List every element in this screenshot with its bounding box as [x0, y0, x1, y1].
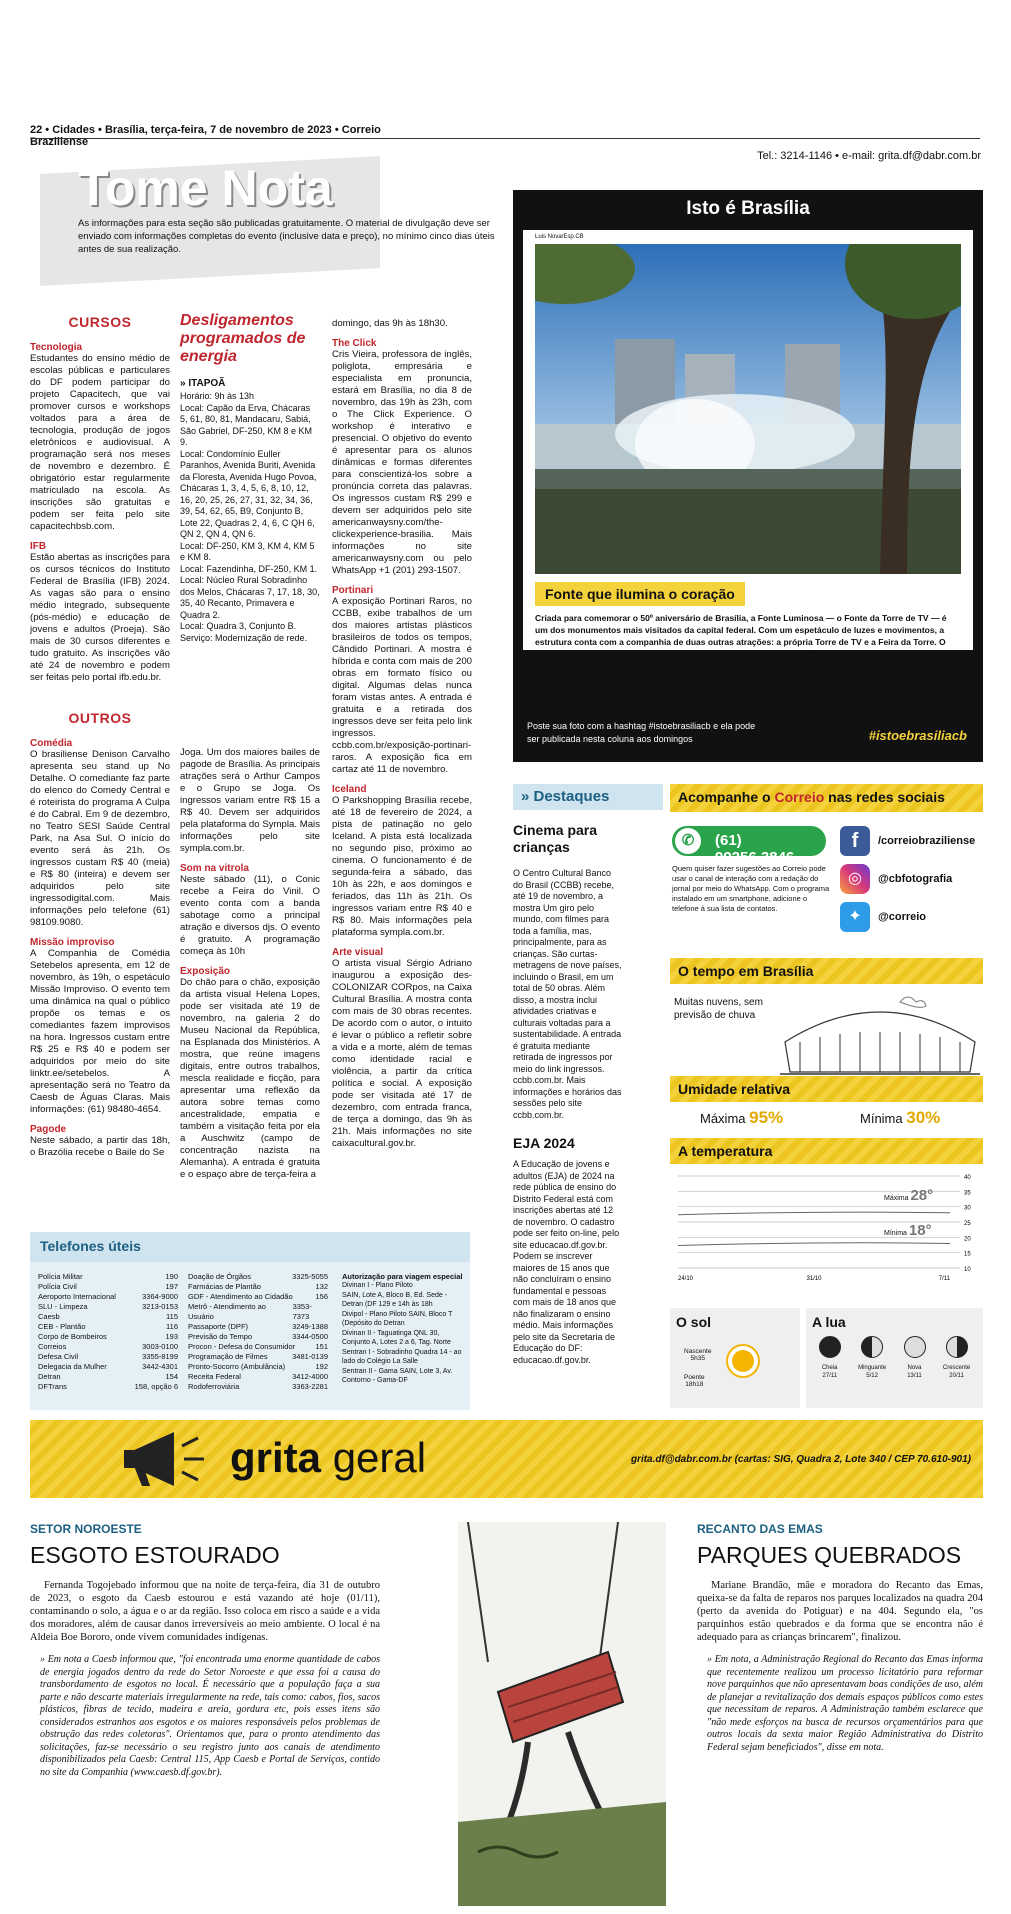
temperature-heading: A temperatura [670, 1138, 983, 1164]
column-2-lower [180, 747, 320, 1181]
temp-min-label [884, 1222, 932, 1239]
article [180, 747, 320, 855]
moon-phase [904, 1336, 926, 1380]
destaque-text: O Centro Cultural Banco do Brasil (CCBB) recebe, até 19 de novembro, a mostra Um giro pelo mundo, com filmes para toda a família, mas, principalmente, para as crianças. São curtas-metragens de nove países, incluindo o Brasil, em um total de 50 obras. Além disso, a mostra inclui atividades criativas e culturais voltadas para a sustentabilidade. A entrada é gratuita mediante retirada de ingressos por meio do link ingressos. ccbb.com.br. Mais informações e horários das sessões pelo site ccbb.com.br. [513, 868, 622, 1120]
fountain-photo [535, 244, 961, 574]
y-tick-label: 10 [964, 1267, 971, 1273]
logo-word-1: grita [230, 1434, 322, 1481]
moon-phase [943, 1336, 970, 1380]
phone-row [38, 1312, 178, 1322]
grita-contact: grita.df@dabr.com.br (cartas: SIG, Quadra 2, Lote 340 / CEP 70.610-901) [630, 1454, 971, 1465]
moon-icon [819, 1336, 841, 1358]
phone-number: 3355-8199 [142, 1352, 178, 1361]
phone-number: 3481-0139 [292, 1352, 328, 1361]
heading-suffix: nas redes sociais [828, 789, 945, 805]
moon-heading: A lua [812, 1314, 846, 1330]
cursos-heading: CURSOS [68, 314, 132, 330]
moon-label: Nova [907, 1365, 922, 1371]
x-tick-label: 7/11 [938, 1276, 950, 1282]
phone-label: Rodoferroviária [188, 1382, 240, 1391]
outros-heading: OUTROS [68, 710, 132, 726]
phone-label: Correios [38, 1342, 67, 1351]
phone-label: CEB - Plantão [38, 1322, 86, 1331]
article-title: Iceland [332, 784, 367, 795]
letter-body: Fernanda Togojebado informou que na noite de terça-feira, dia 31 de outubro de 2023, o esgoto da Caesb estourou e está vazando até hoje (01/11), contaminando o solo, a água e o ar da região. Isso coloca em risco a saúde e a vida dos moradores, além de causar danos irreversíveis ao meio ambiente. O local é na Aldeia Boe Bororo, onde vivem comunidades indígenas. [30, 1580, 380, 1643]
y-tick-label: 20 [964, 1236, 971, 1243]
max-value: 95% [749, 1108, 784, 1127]
y-tick-label: 15 [964, 1251, 971, 1258]
moon-date: 27/11 [822, 1373, 837, 1379]
phone-row [38, 1342, 178, 1352]
social-heading [670, 784, 983, 812]
phone-row [38, 1292, 178, 1302]
max-temp-line [678, 1212, 950, 1215]
article-text: O Parkshopping Brasília recebe, até 18 de fevereiro de 2024, a pista de patinação no gelo Iceland. A pista está localizada no segundo piso, próximo ao cinema. O funcionamento é de segunda-feira a sábado, das 10h às 22h, e aos domingos e feriados, das 11h às 21h. Os ingressos variam entre R$ 40 e R$ 80. Mais informações pela plataforma sympla.com.br. [332, 795, 472, 938]
phone-row [38, 1332, 178, 1342]
phone-label: GDF - Atendimento ao Cidadão [188, 1292, 293, 1301]
phone-label: Metrô - Atendimento ao Usuário [188, 1302, 266, 1321]
phone-number: 116 [166, 1322, 178, 1331]
phone-label: SLU - Limpeza [38, 1302, 88, 1311]
letter-reply: » Em nota, a Administração Regional do Recanto das Emas informa que recentemente realizou um processo licitatório para reformar nove parquinhos que não apresentavam boas condições de uso, além de planejar a revitalização dos demais espaços públicos como estes que necessitam de reparos. A Administração também esclarece que "não mede esforços na busca de recursos orçamentários para que outros locais da sexta maior Região Administrativa do Distrito Federal sejam beneficiados", disse em nota. [707, 1654, 983, 1753]
item-title: IFB [30, 541, 47, 552]
cursos-item [30, 342, 170, 533]
phone-label: Caesb [38, 1312, 60, 1321]
x-tick-label: 31/10 [806, 1276, 822, 1282]
item-text: Neste sábado, a partir das 18h, o Brazólia recebe o Baile do Se [30, 1135, 170, 1158]
phone-label: DFTrans [38, 1382, 67, 1391]
twitter-link[interactable] [840, 902, 926, 932]
desligamentos-title: Desligamentos programados de energia [180, 312, 306, 365]
phone-label: Pronto-Socorro (Ambulância) [188, 1362, 286, 1371]
moon-label: Crescente [942, 1365, 971, 1371]
letter-region: RECANTO DAS EMAS [697, 1522, 823, 1536]
article-title: Arte visual [332, 947, 384, 958]
hashtag-note: Poste sua foto com a hashtag #istoebrasiliacb e ela pode ser publicada nesta coluna aos domingos [527, 721, 756, 744]
phone-row [188, 1342, 328, 1352]
article-text: Neste sábado (11), o Conic recebe a Feira do Vinil. O evento conta com a banda sabotage como a principal atração e diversos djs. O evento é gratuito. A programação começa às 10h [180, 874, 320, 957]
max-label: Máxima [700, 1111, 746, 1126]
moon-phases [806, 1336, 983, 1380]
phone-number: 151 [315, 1342, 328, 1351]
telefones-heading: Telefones úteis [30, 1232, 470, 1262]
outros-item [30, 738, 170, 929]
social-box [670, 784, 983, 925]
phone-row [188, 1322, 328, 1332]
phone-number: 158, opção 6 [134, 1382, 178, 1391]
telefones-col-2 [188, 1272, 328, 1392]
phone-number: 156 [315, 1292, 328, 1301]
outros-item [30, 937, 170, 1116]
tome-nota-banner [30, 155, 500, 277]
article-text: O artista visual Sérgio Adriano inaugurou a exposição des-COLONIZAR CORpos, na Caixa Cultural Brasília. A mostra conta com mais de 30 obras recentes. De acordo com o autor, o intuito é levar o público a refletir sobre a vida e a morte, além de temas como identidade racial e violência, a partir da crítica política e social. A exposição pode ser visitada até 17 de dezembro, com entrada franca, de terça a domingo, das 9h às 21h. Mais informações no site caixacultural.gov.br. [332, 958, 472, 1149]
moon-phase [819, 1336, 841, 1380]
phone-number: 3249-1388 [292, 1322, 328, 1331]
phone-row [188, 1352, 328, 1362]
phone-label: Corpo de Bombeiros [38, 1332, 107, 1341]
phone-row [188, 1302, 328, 1322]
phone-row [38, 1302, 178, 1312]
phone-row [188, 1362, 328, 1372]
phone-number: 3213-0153 [142, 1302, 178, 1311]
article [332, 338, 472, 577]
phone-number: 193 [165, 1332, 178, 1341]
moon-icon [861, 1336, 883, 1358]
heading-prefix: Acompanhe o [678, 789, 771, 805]
hashtag: #istoebrasiliacb [868, 728, 967, 743]
facebook-handle: /correiobraziliense [878, 835, 976, 847]
phone-label: Defesa Civil [38, 1352, 79, 1361]
article [180, 863, 320, 958]
sunrise-time: 5h35 [690, 1355, 705, 1362]
isto-title: Isto é Brasília [686, 198, 810, 219]
min-value: 30% [906, 1108, 941, 1127]
moon-icon [946, 1336, 968, 1358]
grita-logo [230, 1434, 426, 1482]
phone-row [188, 1372, 328, 1382]
moon-label: Cheia [821, 1365, 838, 1371]
y-tick-label: 30 [964, 1205, 971, 1212]
heading-brand: Correio [774, 789, 825, 805]
phone-label: Procon - Defesa do Consumidor [188, 1342, 296, 1351]
desligamentos-region: » ITAPOÃ [180, 378, 226, 389]
megaphone-icon [120, 1426, 210, 1492]
caption-text: Criada para comemorar o 50º aniversário de Brasília, a Fonte Luminosa — o Fonte da Torre de TV — é um dos monumentos mais visitados da capital federal. Com um espetáculo de luzes e movimentos, a estrutura conta com a companhia de duas outras atrações: a própria Torre de TV e a Feira da Torre. O local ainda é palco de espetáculos artísticos, locais propícios para boas fotos e para encontros apaixonados entre casais e famílias que se divertem seja durante o dia ou a noite, quando o show fica ainda mais bonito. [535, 613, 948, 683]
destaque-title: EJA 2024 [513, 1135, 575, 1151]
phone-number: 154 [165, 1372, 178, 1381]
article [332, 784, 472, 939]
letter-2 [697, 1522, 983, 1754]
grita-geral-banner [30, 1420, 983, 1498]
destaques [513, 784, 663, 1366]
phone-number: 3363-2281 [292, 1382, 328, 1391]
temp-max-caption: Máxima [884, 1195, 909, 1202]
item-title: Tecnologia [30, 342, 83, 353]
twitter-icon: ✦ [840, 902, 870, 932]
desligamentos-text: Horário: 9h às 13h Local: Capão da Erva, Chácaras 5, 61, 80, 81, Mandacaru, Sabiá, São Gabriel, DF-250, KM 8 e KM 9. Local: Condomínio Euller Paranhos, Avenida Buriti, Avenida da Floresta, Avenida Hugo Povoa, Chácaras 1, 3, 4, 5, 6, 8, 10, 12, 16, 20, 25, 26, 27, 31, 32, 34, 36, 39, 54, 62, 65, B9, Conjunto B, Lote 22, Quadras 2, 4, 6, C QH 6, QN 2, QN 4, QN 6. Local: DF-250, KM 3, KM 4, KM 5 e KM 8. Local: Fazendinha, DF-250, KM 1. Local: Núcleo Rural Sobradinho dos Melos, Chácaras 7, 17, 18, 30, 35, 40 Recanto, Primavera e Quadra 2. Local: Quadra 3, Conjunto B. Serviço: Modernização de rede. [180, 391, 320, 643]
phone-label: Polícia Civil [38, 1282, 77, 1291]
article-title: Portinari [332, 585, 374, 596]
temp-max-value: 28° [910, 1187, 934, 1204]
facebook-link[interactable] [840, 826, 975, 856]
phone-number: 3344-0500 [292, 1332, 328, 1341]
temp-min-value: 18° [908, 1222, 932, 1239]
page-header [30, 124, 410, 148]
sun-heading: O sol [676, 1314, 712, 1330]
letter-1 [30, 1522, 380, 1779]
phone-row [38, 1272, 178, 1282]
sunrise-label: Nascente [684, 1348, 712, 1355]
letter-region: SETOR NOROESTE [30, 1522, 142, 1536]
logo-word-2: geral [332, 1434, 427, 1481]
phone-number: 192 [315, 1362, 328, 1371]
y-tick-label: 25 [964, 1221, 971, 1227]
humidity-min [860, 1108, 940, 1128]
weather-box [670, 958, 983, 1388]
y-tick-label: 35 [964, 1190, 971, 1197]
article-title: The Click [332, 338, 377, 349]
caption-title: Fonte que ilumina o coração [535, 582, 745, 606]
sunrise [684, 1348, 711, 1362]
phone-row [188, 1382, 328, 1392]
twitter-handle: @correio [878, 911, 927, 923]
phone-label: Doação de Órgãos [188, 1272, 251, 1281]
moon-date: 5/12 [866, 1373, 878, 1379]
building-drawing [780, 992, 980, 1082]
sunset-time: 18h18 [685, 1381, 704, 1388]
min-label: Mínima [860, 1111, 903, 1126]
instagram-handle: @cbfotografia [878, 873, 953, 885]
forecast: Muitas nuvens, sem previsão de chuva [674, 997, 763, 1021]
letter-reply: » Em nota a Caesb informou que, "foi encontrada uma enorme quantidade de cabos de energia jogados dentro da rede do Setor Noroeste e que essa foi a causa do transbordamento de esgotos no local. É necessário que a população faça a sua parte e não descarte materiais irregularmente na rede, tais como: cabos, fios, sacos plásticos, fibras de tecido, madeira e areia, gordura etc, pois esses itens são considerados estranhos aos esgotos e os maiores responsáveis pelos problemas de obstrução das redes coletoras". Orientamos que, para o pronto atendimento das solicitações, faz-se necessário o seu registro junto aos canais de atendimento disponibilizados pela Caesb: Central 115, App Caesb e Portal de Serviços, contido no site da Companhia (www.caesb.df.gov.br). [40, 1654, 380, 1778]
moon-phase [858, 1336, 886, 1380]
telefones-col-3 [342, 1272, 464, 1386]
phone-label: Detran [38, 1372, 61, 1381]
phone-label: Receita Federal [188, 1372, 241, 1381]
article-title: Exposição [180, 966, 231, 977]
phone-label: Polícia Militar [38, 1272, 83, 1281]
destaque-text: A Educação de jovens e adultos (EJA) de 2024 na rede pública de ensino do Distrito Federal está com inscrições abertas até 12 de novembro. O cadastro pode ser feito on-line, pelo site educacao.df.gov.br. Podem se inscrever maiores de 15 anos que não concluíram o ensino fundamental e pessoas com mais de 18 anos que não finalizaram o ensino médio. Mais informações pelo site da Secretaria de Educação do DF: educacao.df.gov.br. [513, 1159, 620, 1365]
phone-row [188, 1292, 328, 1302]
x-tick-label: 24/10 [678, 1276, 694, 1282]
article [332, 947, 472, 1150]
humidity-max [700, 1108, 783, 1128]
phone-row [188, 1282, 328, 1292]
phone-row [38, 1322, 178, 1332]
phone-label: Passaporte (DPF) [188, 1322, 249, 1331]
y-tick-label: 40 [964, 1175, 971, 1181]
item-text: Estão abertas as inscrições para os cursos técnicos do Instituto Federal de Brasília (IFB) 2024. As vagas são para o ensino médio integrado, subsequente (pós-médio) e educação de jovens e adultos (Proeja). São mais de 30 cursos diferentes e tudo gratuito. As inscrições vão até 24 de novembro e podem ser feitas pelo portal ifb.edu.br. [30, 552, 170, 683]
header-contact: Tel.: 3214-1146 • e-mail: grita.df@dabr.com.br [757, 150, 981, 162]
photo-frame [523, 230, 973, 683]
weather-heading: O tempo em Brasília [670, 958, 983, 984]
column-3 [332, 318, 472, 1150]
moon-label: Minguante [858, 1365, 887, 1371]
article-text: domingo, das 9h às 18h30. [332, 318, 448, 329]
phone-number: 3412-4000 [292, 1372, 328, 1381]
swing-illustration [458, 1522, 666, 1906]
item-title: Missão improviso [30, 937, 115, 948]
telefones-col-1 [38, 1272, 178, 1392]
phone-row [188, 1332, 328, 1342]
whatsapp-pill[interactable] [672, 826, 826, 866]
phone-number: 3325-5055 [292, 1272, 328, 1281]
travel-heading: Autorização para viagem especial [342, 1272, 463, 1281]
phone-row [38, 1352, 178, 1362]
outros-item [30, 1124, 170, 1159]
sunset-label: Poente [684, 1374, 705, 1381]
header-rule [30, 138, 980, 139]
phone-number: 3364-9000 [142, 1292, 178, 1301]
letter-title: ESGOTO ESTOURADO [30, 1542, 280, 1568]
phone-number: 3003-0100 [142, 1342, 178, 1351]
phone-number: 3353-7373 [292, 1302, 312, 1321]
facebook-icon: f [840, 826, 870, 856]
letter-body: Mariane Brandão, mãe e moradora do Recanto das Emas, queixa-se da falta de reparos nos parques localizados na quadra 204 (perto da avenida do Potiguar) e na 404. Segundo ela, "os parquinhos estão quebrados e da forma que se encontra não é adequado para as crianças brincarem", finalizou. [697, 1580, 983, 1643]
min-temp-line [678, 1243, 950, 1246]
article [180, 966, 320, 1181]
phone-row [38, 1372, 178, 1382]
moon-date: 13/11 [907, 1373, 922, 1379]
phone-number: 190 [165, 1272, 178, 1281]
page-line: 22 • Cidades • Brasília, terça-feira, 7 de novembro de 2023 • Correio Braziliense [30, 124, 381, 148]
phone-row [38, 1362, 178, 1372]
phone-number: 115 [166, 1312, 178, 1321]
sun-box [670, 1308, 800, 1408]
phone-row [38, 1382, 178, 1392]
cursos-item [30, 541, 170, 684]
article-text: Joga. Um dos maiores bailes de pagode de Brasília. As principais atrações será o Arthur Campos e o Grupo se Joga. Os ingressos variam entre R$ 15 a R$ 40. Devem ser adquiridos pela plataforma do Sympla. Mais informações pelo site sympla.com.br. [180, 747, 320, 854]
isto-e-brasilia [513, 190, 983, 762]
item-title: Pagode [30, 1124, 67, 1135]
instagram-icon: ◎ [840, 864, 870, 894]
humidity-heading: Umidade relativa [670, 1076, 983, 1102]
phone-label: Previsão do Tempo [188, 1332, 253, 1341]
article-text: Cris Vieira, professora de inglês, poliglota, empresária e especialista em pronuncia, estará em Brasília, no dia 8 de novembro, das 19h às 23h, com o The Click Experience. O workshop é interativo e presencial. O objetivo do evento é apresentar para os alunos dinâmicas e formas diferentes para conscientizá-los sobre a pronúncia correta das palavras. Os ingressos custam R$ 299 e devem ser adquiridos pelo site americanwaysny.com/the-clickexperience-brasilia. Mais informações no site americanwaysny.com ou pelo WhatsApp +1 (201) 293-1507. [332, 349, 472, 576]
column-1 [30, 314, 170, 1159]
article-title: Som na vitrola [180, 863, 249, 874]
phone-label: Farmácias de Plantão [188, 1282, 261, 1291]
whatsapp-text: Quem quiser fazer sugestões ao Correio pode usar o canal de interação com a redação do jornal por meio do WhatsApp. Com o programa instalado em um smartphone, adicione o telefone à sua lista de contatos. [672, 864, 830, 913]
telefones-box [30, 1232, 470, 1410]
sun-icon [732, 1350, 754, 1372]
tome-nota-title: Tome Nota [78, 160, 333, 216]
phone-number: 3442-4301 [142, 1362, 178, 1371]
moon-icon [904, 1336, 926, 1358]
phone-number: 197 [165, 1282, 178, 1291]
tome-nota-intro: As informações para esta seção são publicadas gratuitamente. O material de divulgação deve ser enviado com informações completas do evento (inclusive data e preço), no mínimo cinco dias úteis antes de sua realização. [78, 218, 495, 255]
phone-label: Aeroporto Internacional [38, 1292, 116, 1301]
letter-title: PARQUES QUEBRADOS [697, 1542, 962, 1568]
phone-row [188, 1272, 328, 1282]
moon-box [806, 1308, 983, 1408]
item-text: Estudantes do ensino médio de escolas públicas e particulares do DF podem participar do projeto Capacitech, que vai promover cursos e workshops voltados para a área de tecnologia, produção de jogos eletrônicos e audiovisual. A programação será nos meses de novembro e dezembro. É obrigatório estar regularmente matriculado na escola. As inscrições são gratuitas e podem ser feita pelo site capacitechbsb.com. [30, 353, 170, 532]
destaque-title: Cinema para crianças [513, 822, 598, 855]
phone-row [38, 1282, 178, 1292]
article-text: Do chão para o chão, exposição da artista visual Helena Lopes, pode ser visitada até 19 de novembro, na galeria 2 do Museu Nacional da República, na Esplanada dos Ministérios. A mostra, que reúne imagens digitais, entre outros trabalhos, mescla realidade e ficção, para apresentar uma reflexão da autora sobre temas como ancestralidade, empatia e também a visitação feita por ela a Auschwitz (campo de concentração nazista na Alemanha). A entrada é gratuita e o espaço abre de terça-feira a [180, 977, 320, 1180]
moon-date: 20/11 [949, 1373, 964, 1379]
sunset [684, 1374, 705, 1388]
photo-credit: Luis Nova/Esp.CB [535, 234, 584, 240]
temp-min-caption: Mínima [884, 1230, 907, 1237]
travel-text: Divinan I - Plano Piloto SAIN, Lote A, Bloco B, Ed. Sede - Detran (DF 129 e 14h às 18h Divipol - Plano Piloto SAIN, Bloco T (Depósito do Detran Divinan II - Taguatinga QNL 30, Conjunto A, Lotes 2 a 6, Tag. Norte Sentran I - Sobradinho Quadra 14 - ao lado do Colégio La Salle Sentran II - Gama SAIN, Lote 3, Av. Contorno - Gama-DF [342, 1282, 462, 1384]
whatsapp-icon: ✆ [675, 828, 701, 854]
temperature-chart [670, 1168, 983, 1283]
article-text: A exposição Portinari Raros, no CCBB, exibe trabalhos de um dos maiores artistas plásticos brasileiros de todos os tempos, Cândido Portinari. A mostra é híbrida e conta com mais de 200 obras em formato físico ou digital. Algumas delas nunca foram vistas antes. A entrada é gratuita e a retirada dos ingressos deve ser feita pelo link ingressos. ccbb.com.br/exposição-portinari-raros. A exposição fica em cartaz até 11 de novembro. [332, 596, 472, 775]
phone-label: Delegacia da Mulher [38, 1362, 107, 1371]
destaques-heading: » Destaques [513, 784, 663, 810]
phone-label: Programação de Filmes [188, 1352, 268, 1361]
item-text: A Companhia de Comédia Setebelos apresenta, em 12 de novembro, às 19h, o espetáculo Missão Improviso. O evento tem uma dinâmica na qual o público propõe os temas e os comediantes fazem improvisos na hora. Ingressos custam entre R$ 25 e R$ 40 e podem ser adquiridos por meio do site linktr.ee/setebelos. A apresentação será no Teatro da Caesb de Águas Claras. Mais informações: (61) 98480-4654. [30, 948, 170, 1115]
item-title: Comédia [30, 738, 73, 749]
temp-max-label [884, 1187, 933, 1204]
whatsapp-number: (61) 99256.3846 [715, 832, 795, 866]
column-2 [180, 312, 320, 644]
phone-number: 132 [315, 1282, 328, 1291]
article [332, 585, 472, 776]
item-text: O brasiliense Denison Carvalho apresenta seu stand up No Detalhe. O comediante faz parte do elenco do Comedy Central e é roteirista do programa A Culpa é do Cabral. Em 9 de dezembro, no Teatro SESI Saúde Central Park, na Asa Sul. O início do evento será às 21h. Os ingressos custam R$ 40 (meia) e R$ 80 (inteira) e devem ser adquiridos pelo site ingressodigital.com. Mais informações pelo telefone (61) 98109.9080. [30, 749, 170, 928]
instagram-link[interactable] [840, 864, 952, 894]
